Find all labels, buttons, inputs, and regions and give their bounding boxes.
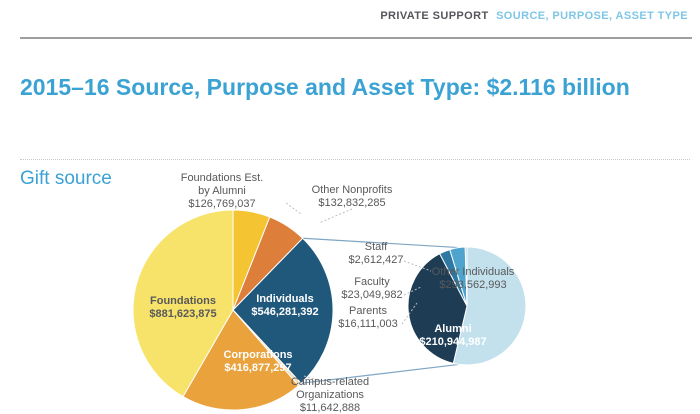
page-title: 2015–16 Source, Purpose and Asset Type: $2.116 billion	[20, 74, 630, 100]
label-staff: Staff $2,612,427	[348, 241, 404, 266]
label-other-individuals: Other Individuals $293,562,993	[431, 266, 515, 291]
label-other-nonprofits: Other Nonprofits $132,832,285	[311, 184, 393, 209]
leader-line	[319, 209, 352, 223]
label-faculty: Faculty $23,049,982	[341, 276, 403, 301]
label-alumni: Alumni $210,944,987	[419, 323, 487, 348]
label-corporations: Corporations $416,877,297	[223, 349, 293, 374]
section-label: Gift source	[20, 168, 112, 189]
label-individuals: Individuals $546,281,392	[251, 293, 319, 318]
label-campus-related-organizations: Campus-related Organizations $11,642,888	[290, 376, 370, 414]
label-foundations: Foundations $881,623,875	[149, 295, 217, 320]
label-parents: Parents $16,111,003	[338, 305, 398, 330]
breadcrumb-section: PRIVATE SUPPORT	[380, 10, 489, 22]
label-foundations-est-by-alumni: Foundations Est. by Alumni $126,769,037	[180, 172, 264, 210]
breadcrumb-links[interactable]: SOURCE, PURPOSE, ASSET TYPE	[496, 10, 688, 22]
